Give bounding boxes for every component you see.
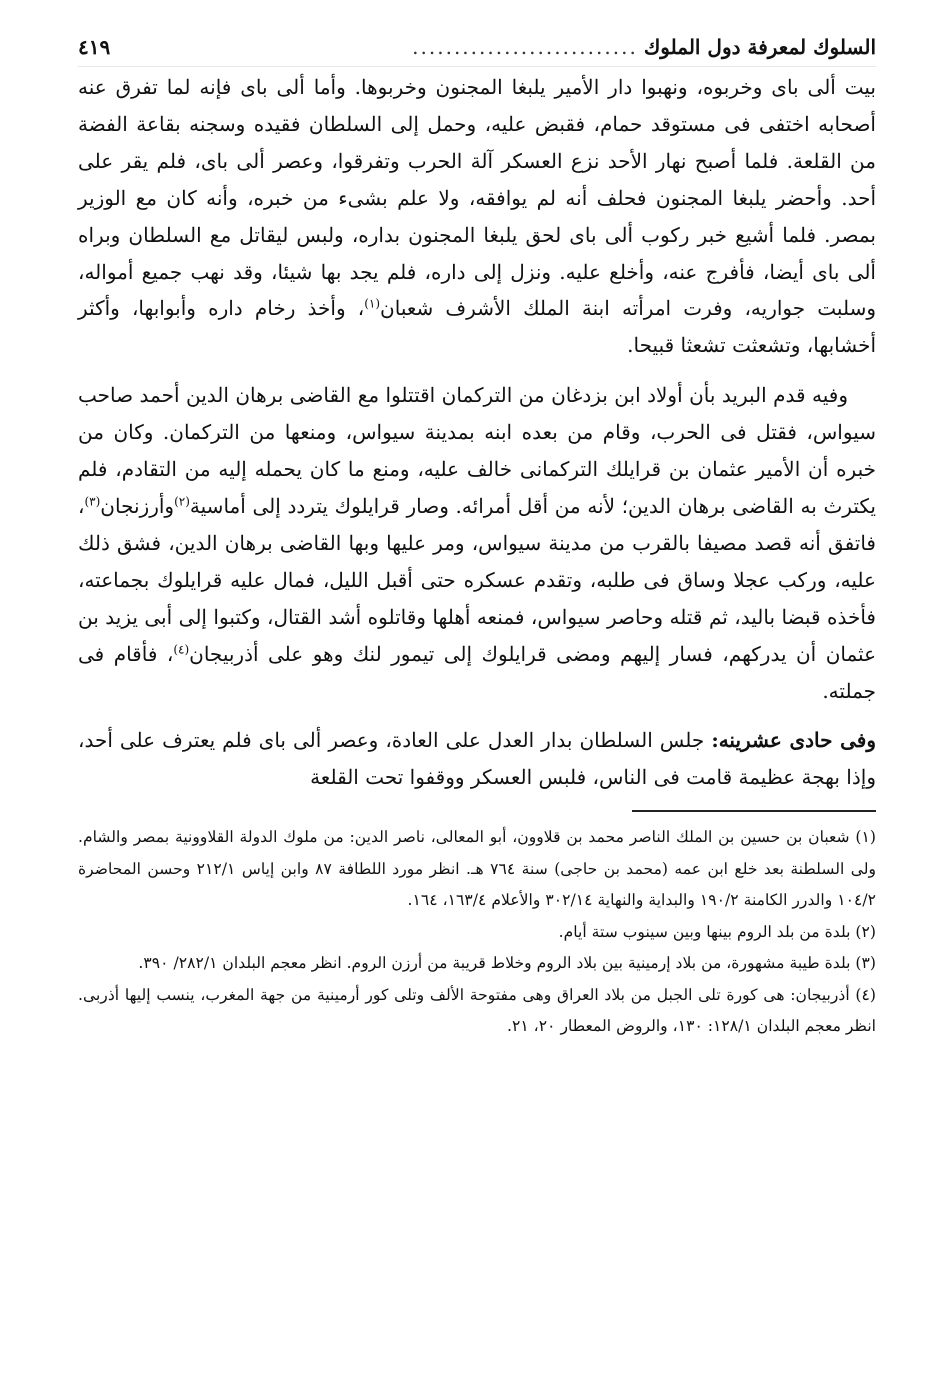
- paragraph-1-end: ، وأخذ رخام داره وأبوابها، وأكثر أخشابها، وتشعثت تشعثا قبيحا.: [78, 296, 876, 358]
- page-number: ٤١٩: [78, 35, 111, 59]
- footnote-3: (٣) بلدة طيبة مشهورة، من بلاد إرمينية بين بلاد الروم وخلاط قريبة من أرزن الروم. انظر معجم البلدان ٢٨٢/١/ ٣٩٠.: [138, 954, 876, 973]
- paragraph-2-text-a: وفيه قدم البريد بأن أولاد ابن بزدغان من التركمان اقتتلوا مع القاضى برهان الدين أحمد صاحب سيواس، فقتل فى الحرب، وقام من بعده ابنه بمدينة سيواس، ومنعها من التركمان. وكان من خبره أن الأمير عثمان بن قرايلك التركمانى خالف عليه، ومنع ما كان يحمله إليه من التقادم، فلم يكترث به القاضى برهان الدين؛ لأنه من أقل أمرائه. وصار قرايلوك يتردد إلى أماسية: [78, 383, 876, 518]
- footnote-ref-4: (٤): [173, 641, 190, 656]
- paragraph-2: [78, 377, 876, 709]
- paragraph-1-text: بيت ألى باى وخربوه، ونهبوا دار الأمير يلبغا المجنون وخربوها. وأما ألى باى فإنه لما تفرق عنه أصحابه اختفى فى مستوقد حمام، فقبض عليه، وحمل إلى السلطان فقيده وسجنه بقاعة الفضة من القلعة. فلما أصبح نهار الأحد نزع العسكر آلة الحرب وتفرقوا، وعصر ألى باى، فلم يقر على أحد. وأحضر يلبغا المجنون فحلف أنه لم يوافقه، ولا علم بشىء من خبره، وأنه كان مع الوزير بمصر. فلما أشيع خبر ركوب ألى باى لحق يلبغا المجنون بداره، ولبس ليقاتل مع السلطان وبراه ألى باى أيضا، فأفرج عنه، وأخلع عليه. ونزل إلى داره، فلم يجد بها شيئا، وقد نهب جميع أمواله، وسلبت جواريه، وفرت امرأته ابنة الملك الأشرف شعبان: [78, 75, 877, 321]
- paragraph-3: [78, 722, 876, 796]
- leader-dots: ...........................: [412, 35, 638, 59]
- footnote-1: (١) شعبان بن حسين بن الملك الناصر محمد بن قلاوون، أبو المعالى، ناصر الدين: من ملوك الدولة القلاوونية بمصر والشام. ولى السلطنة بعد خلع ابن عمه (محمد بن حاجى) سنة ٧٦٤ هـ. انظر مورد اللطافة ٨٧ وابن إياس ٢١٢/١ وحسن المحاضرة ١٠٤/٢ والدرر الكامنة ١٩٠/٢ والبداية والنهاية ٣٠٢/١٤ والأعلام ١٦٣/٤، ١٦٤.: [78, 828, 877, 910]
- paragraph-2-text-c: ، فاتفق أنه قصد مصيفا بالقرب من مدينة سيواس، ومر عليها وبها القاضى برهان الدين، فشق ذلك عليه، وركب عجلا وساق فى طلبه، وتقدم عسكره حتى أقبل الليل، فمال عليه قرايلوك بجماعته، فأخذه قبضا باليد، ثم قتله وحاصر سيواس، فمنعه أهلها وقاتلوه أشد القتال، وكتبوا إلى أبى يزيد بن عثمان أن يدركهم، فسار إليهم ومضى قرايلوك إلى تيمور لنك وهو على أذربيجان: [78, 493, 877, 666]
- book-title: السلوك لمعرفة دول الملوك: [643, 35, 876, 59]
- main-text: [78, 69, 876, 796]
- book-page: [78, 28, 876, 1043]
- paragraph-2-text-b: وأرزنجان: [100, 493, 175, 518]
- footnotes: [78, 822, 876, 1043]
- footnote-4: (٤) أذربيجان: هى كورة تلى الجبل من بلاد العراق وهى مفتوحة الألف وتلى كور أرمينية من جهة المغرب، ينسب إليها أذربى. انظر معجم البلدان ١٢٨/١: ١٣٠، والروض المعطار ٢٠، ٢١.: [78, 985, 876, 1036]
- paragraph-2-text-d: ، فأقام فى جملته.: [78, 641, 876, 703]
- footnote-ref-2: (٢): [174, 494, 190, 509]
- running-header: [78, 28, 876, 67]
- paragraph-3-text: جلس السلطان بدار العدل على العادة، وعصر ألى باى فلم يعترف على أحد، وإذا بهجة عظيمة قامت فى الناس، فلبس العسكر ووقفوا تحت القلعة: [78, 728, 876, 790]
- paragraph-1: [78, 69, 876, 364]
- footnote-ref-1: (١): [364, 296, 381, 311]
- footnote-2: (٢) بلدة من بلد الروم بينها وبين سينوب ستة أيام.: [558, 922, 876, 941]
- footnote-divider: [632, 810, 876, 812]
- footnote-ref-3: (٣): [84, 494, 101, 509]
- paragraph-3-lead: وفى حادى عشرينه:: [711, 728, 876, 753]
